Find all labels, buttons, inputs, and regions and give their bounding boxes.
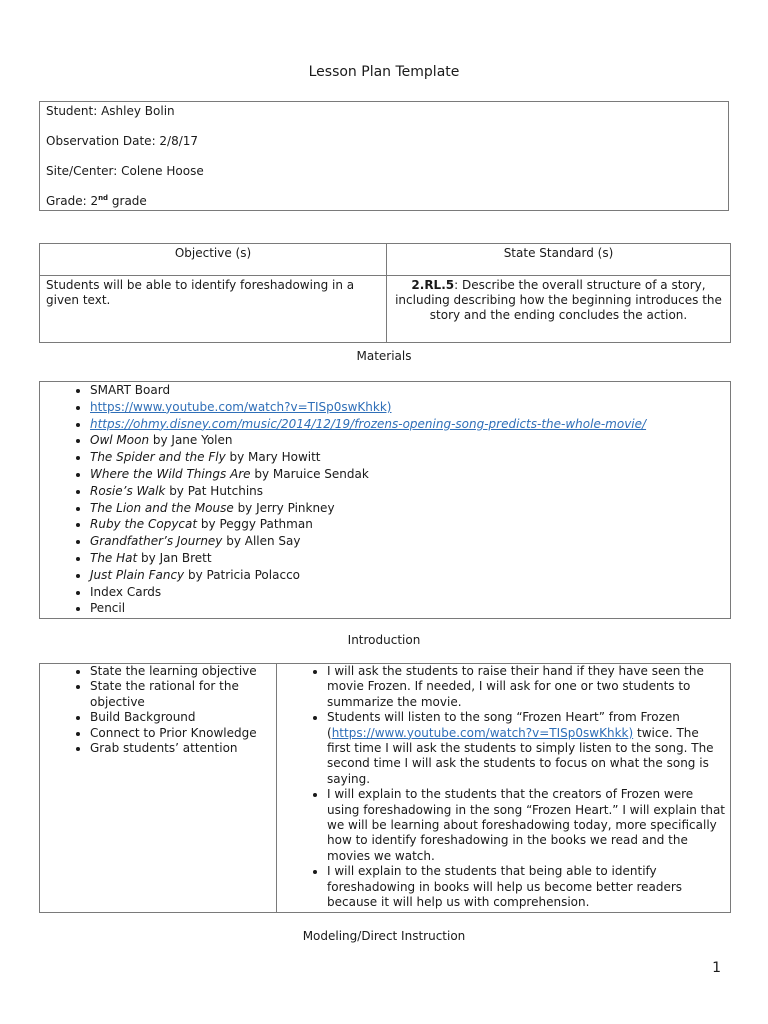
book-author: by Mary Howitt: [225, 450, 321, 465]
materials-box: [39, 381, 731, 619]
list-item: • State the rational for the objective: [90, 679, 272, 710]
list-item: [90, 416, 730, 433]
book-author: by Jane Yolen: [149, 433, 233, 448]
standard-text: : Describe the overall structure of a story, including describing how the beginning introduces the story and the ending concludes the action.: [395, 278, 722, 322]
student-info-box: [39, 101, 729, 211]
page-number: 1: [712, 960, 721, 976]
book-title: Rosie’s Walk: [90, 483, 166, 498]
list-item: • I will ask the students to raise their hand if they have seen the movie Frozen. If needed, I will ask for one or two students to summarize the movie.: [327, 664, 726, 710]
objective-cell: Students will be able to identify foreshadowing in a given text.: [40, 276, 387, 343]
standard-code: 2.RL.5: [411, 278, 455, 292]
standard-cell: [387, 276, 731, 343]
grade-superscript: nd: [98, 194, 109, 202]
book-title: The Spider and the Fly: [90, 450, 226, 465]
intro-left-cell: [40, 664, 277, 913]
list-item: [327, 710, 726, 787]
intro-right-cell: [277, 664, 731, 913]
objective-table: [39, 243, 731, 343]
introduction-table: [39, 663, 731, 913]
list-item: • I will explain to the students that being able to identify foreshadowing in books will help us become better readers because it will help us with comprehension.: [327, 864, 726, 910]
disney-link[interactable]: https://ohmy.disney.com/music/2014/12/19/frozens-opening-song-predicts-the-whole-movie/: [90, 416, 647, 431]
book-title: Just Plain Fancy: [90, 567, 185, 582]
book-author: by Peggy Pathman: [197, 517, 313, 532]
objective-header: Objective (s): [40, 244, 387, 276]
grade: [46, 194, 722, 224]
book-title: Ruby the Copycat: [90, 517, 198, 532]
materials-list: [40, 382, 730, 617]
observation-date: Observation Date: 2/8/17: [46, 134, 199, 148]
list-item: [90, 516, 730, 533]
list-item: [90, 432, 730, 449]
list-item: • Connect to Prior Knowledge: [90, 726, 272, 741]
book-author: by Maruice Sendak: [250, 466, 369, 481]
list-item: [90, 500, 730, 517]
youtube-link[interactable]: https://www.youtube.com/watch?v=TISp0swKhkk): [331, 725, 634, 740]
book-title: The Hat: [90, 550, 138, 565]
list-item: [90, 466, 730, 483]
page-title: Lesson Plan Template: [308, 64, 460, 80]
book-author: by Jan Brett: [137, 550, 212, 565]
list-item: [90, 483, 730, 500]
introduction-heading: Introduction: [347, 633, 421, 647]
list-item: [90, 449, 730, 466]
intro-left-list: [40, 664, 276, 756]
student-name: Student: Ashley Bolin: [46, 104, 175, 118]
materials-heading: Materials: [356, 349, 412, 363]
standard-header: State Standard (s): [387, 244, 731, 276]
list-item: • SMART Board: [90, 382, 730, 399]
list-item: [90, 533, 730, 550]
list-item: • State the learning objective: [90, 664, 272, 679]
intro-right-list: [277, 664, 730, 911]
list-item: • Pencil: [90, 600, 730, 617]
book-author: by Pat Hutchins: [165, 483, 264, 498]
list-item: • Grab students’ attention: [90, 741, 272, 756]
book-title: Owl Moon: [90, 433, 150, 448]
item-text: Students will listen to the song “Frozen Heart” from Frozen (: [327, 710, 680, 740]
book-title: Grandfather’s Journey: [90, 534, 223, 549]
book-author: by Patricia Polacco: [184, 567, 301, 582]
youtube-link[interactable]: https://www.youtube.com/watch?v=TISp0swKhkk): [90, 399, 392, 414]
book-author: by Allen Say: [222, 534, 301, 549]
list-item: [90, 550, 730, 567]
grade-prefix: Grade: 2: [46, 194, 99, 208]
grade-suffix: grade: [108, 194, 147, 208]
item-text: twice. The first time I will ask the students to simply listen to the song. The second time I will ask the students to focus on what the song is saying.: [327, 725, 714, 786]
book-author: by Jerry Pinkney: [233, 500, 335, 515]
list-item: • I will explain to the students that the creators of Frozen were using foreshadowing in the song “Frozen Heart.” I will explain that we will be learning about foreshadowing today, more specifically how to identify foreshadowing in the books we read and the movies we watch.: [327, 787, 726, 864]
list-item: [90, 399, 730, 416]
list-item: • Build Background: [90, 710, 272, 725]
book-title: Where the Wild Things Are: [90, 466, 251, 481]
modeling-heading: Modeling/Direct Instruction: [302, 929, 466, 943]
list-item: • Index Cards: [90, 584, 730, 601]
site-center: Site/Center: Colene Hoose: [46, 164, 204, 178]
book-title: The Lion and the Mouse: [90, 500, 234, 515]
list-item: [90, 567, 730, 584]
